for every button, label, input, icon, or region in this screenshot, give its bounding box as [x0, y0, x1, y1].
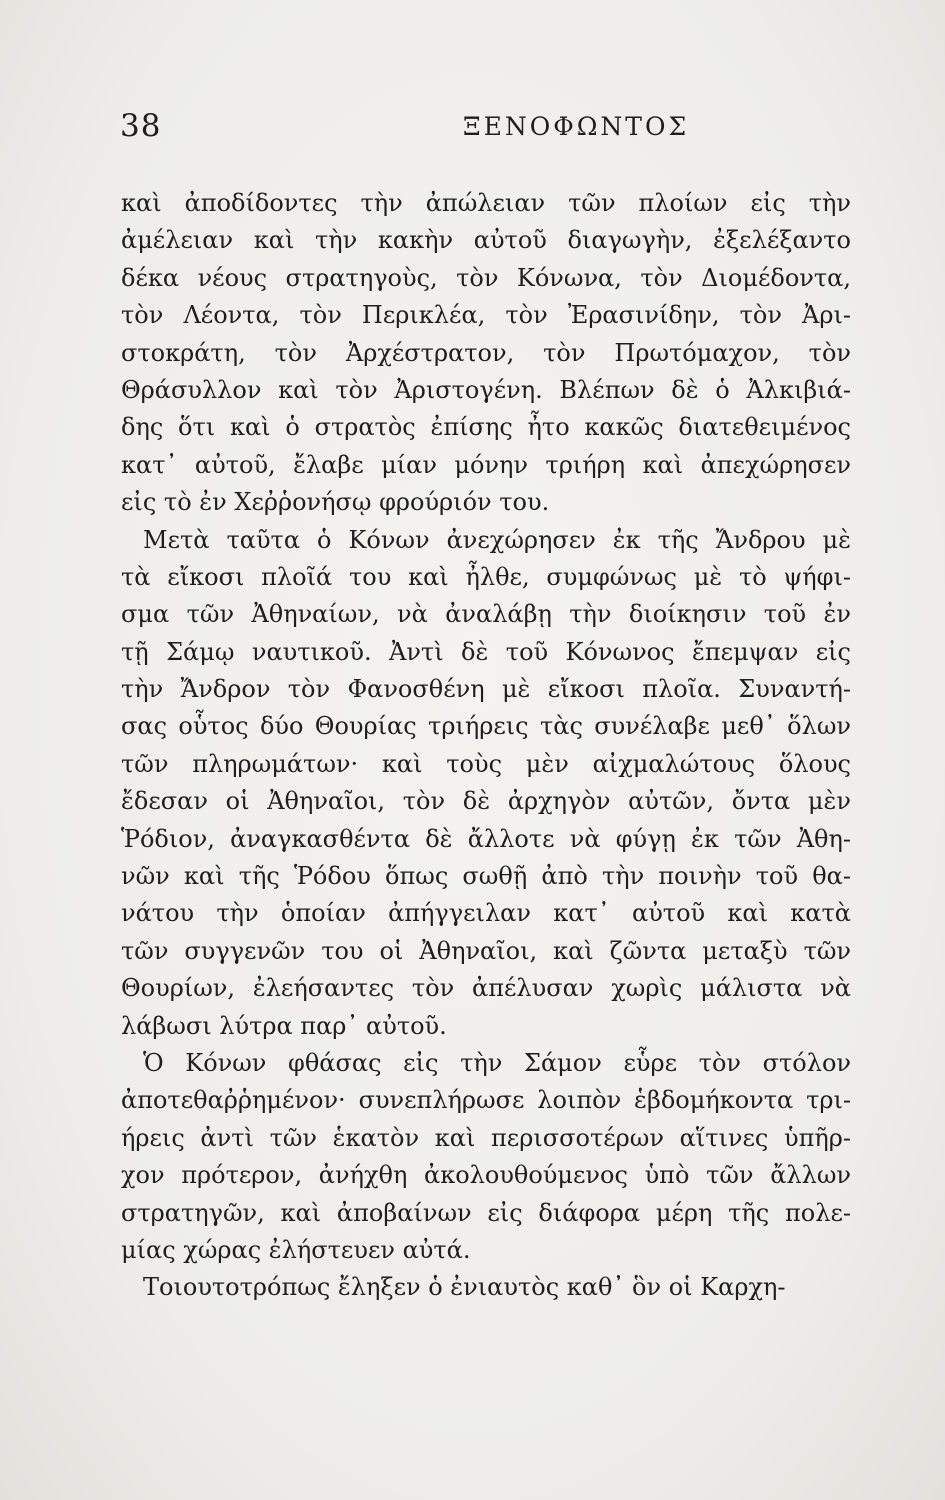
text-line: λάβωσι λύτρα παρ᾽ αὐτοῦ. [121, 1011, 447, 1040]
text-line: χον πρότερον, ἀνήχθη ἀκολουθούμενος ὑπὸ τῶν ἄλλων [121, 1161, 851, 1190]
text-line: δης ὅτι καὶ ὁ στρατὸς ἐπίσης ἦτο κακῶς διατεθειμένος [121, 413, 851, 442]
text-line: κατ᾽ αὐτοῦ, ἔλαβε μίαν μόνην τριήρη καὶ ἀπεχώρησεν [121, 450, 851, 479]
text-line: τὰ εἴκοσι πλοῖά του καὶ ἦλθε, συμφώνως μὲ τὸ ψήφι- [121, 562, 851, 591]
body-text [121, 185, 851, 1307]
text-line: Ὁ Κόνων φθάσας εἰς τὴν Σάμον εὗρε τὸν στόλον [143, 1048, 851, 1077]
text-line: τῶν συγγενῶν του οἱ Ἀθηναῖοι, καὶ ζῶντα μεταξὺ τῶν [121, 936, 851, 965]
text-line: νάτου τὴν ὁποίαν ἀπήγγειλαν κατ᾽ αὐτοῦ καὶ κατὰ [121, 899, 851, 928]
text-line: νῶν καὶ τῆς Ῥόδου ὅπως σωθῇ ἀπὸ τὴν ποινὴν τοῦ θα- [121, 862, 851, 891]
text-line: καὶ ἀποδίδοντες τὴν ἀπώλειαν τῶν πλοίων εἰς τὴν [121, 189, 851, 217]
text-line: τὸν Λέοντα, τὸν Περικλέα, τὸν Ἐρασινίδην, τὸν Ἀρι- [121, 301, 851, 330]
running-title: ΞΕΝΟΦΩΝΤΟΣ [463, 112, 690, 141]
text-line: ἔδεσαν οἱ Ἀθηναῖοι, τὸν δὲ ἀρχηγὸν αὐτῶν, ὄντα μὲν [121, 787, 851, 816]
page-number: 38 [120, 108, 162, 144]
text-line: Ῥόδιον, ἀναγκασθέντα δὲ ἄλλοτε νὰ φύγῃ ἐκ τῶν Ἀθη- [121, 824, 851, 853]
text-line: Μετὰ ταῦτα ὁ Κόνων ἀνεχώρησεν ἐκ τῆς Ἄνδρου μὲ [143, 525, 851, 554]
text-line: Θουρίων, ἐλεήσαντες τὸν ἀπέλυσαν χωρὶς μάλιστα νὰ [121, 974, 851, 1003]
text-line: στοκράτη, τὸν Ἀρχέστρατον, τὸν Πρωτόμαχον, τὸν [121, 338, 851, 367]
paragraph [121, 522, 851, 1045]
paragraph [121, 1045, 851, 1269]
text-line: σμα τῶν Ἀθηναίων, νὰ ἀναλάβῃ τὴν διοίκησιν τοῦ ἐν [121, 600, 851, 629]
text-line: τῶν πληρωμάτων· καὶ τοὺς μὲν αἰχμαλώτους ὅλους [121, 749, 851, 778]
text-line: εἰς τὸ ἐν Χεῤῥονήσῳ φρούριόν του. [121, 488, 550, 517]
text-line: τῇ Σάμῳ ναυτικοῦ. Ἀντὶ δὲ τοῦ Κόνωνος ἔπεμψαν εἰς [121, 637, 851, 666]
text-line: Τοιουτοτρόπως ἔληξεν ὁ ἐνιαυτὸς καθ᾽ ὃν οἱ Καρχη- [143, 1273, 786, 1302]
text-line: ἀποτεθαῤῥημένον· συνεπλήρωσε λοιπὸν ἑβδομήκοντα τρι- [121, 1086, 851, 1115]
text-line: στρατηγῶν, καὶ ἀποβαίνων εἰς διάφορα μέρη τῆς πολε- [121, 1198, 851, 1227]
text-line: ήρεις ἀντὶ τῶν ἑκατὸν καὶ περισσοτέρων αἵτινες ὑπῆρ- [121, 1123, 851, 1152]
text-line: Θράσυλλον καὶ τὸν Ἀριστογένη. Βλέπων δὲ ὁ Ἀλκιβιά- [121, 375, 851, 404]
paragraph [121, 185, 851, 522]
paragraph [121, 1269, 851, 1306]
text-line: σας οὗτος δύο Θουρίας τριήρεις τὰς συνέλαβε μεθ᾽ ὅλων [121, 712, 851, 741]
text-line: δέκα νέους στρατηγοὺς, τὸν Κόνωνα, τὸν Διομέδοντα, [121, 263, 851, 292]
text-line: μίας χώρας ἐλήστευεν αὐτά. [121, 1235, 471, 1264]
text-line: τὴν Ἄνδρον τὸν Φανοσθένη μὲ εἴκοσι πλοῖα. Συναντή- [121, 675, 851, 704]
text-line: ἀμέλειαν καὶ τὴν κακὴν αὐτοῦ διαγωγὴν, ἐξελέξαντο [121, 226, 851, 255]
page-header [118, 108, 855, 148]
